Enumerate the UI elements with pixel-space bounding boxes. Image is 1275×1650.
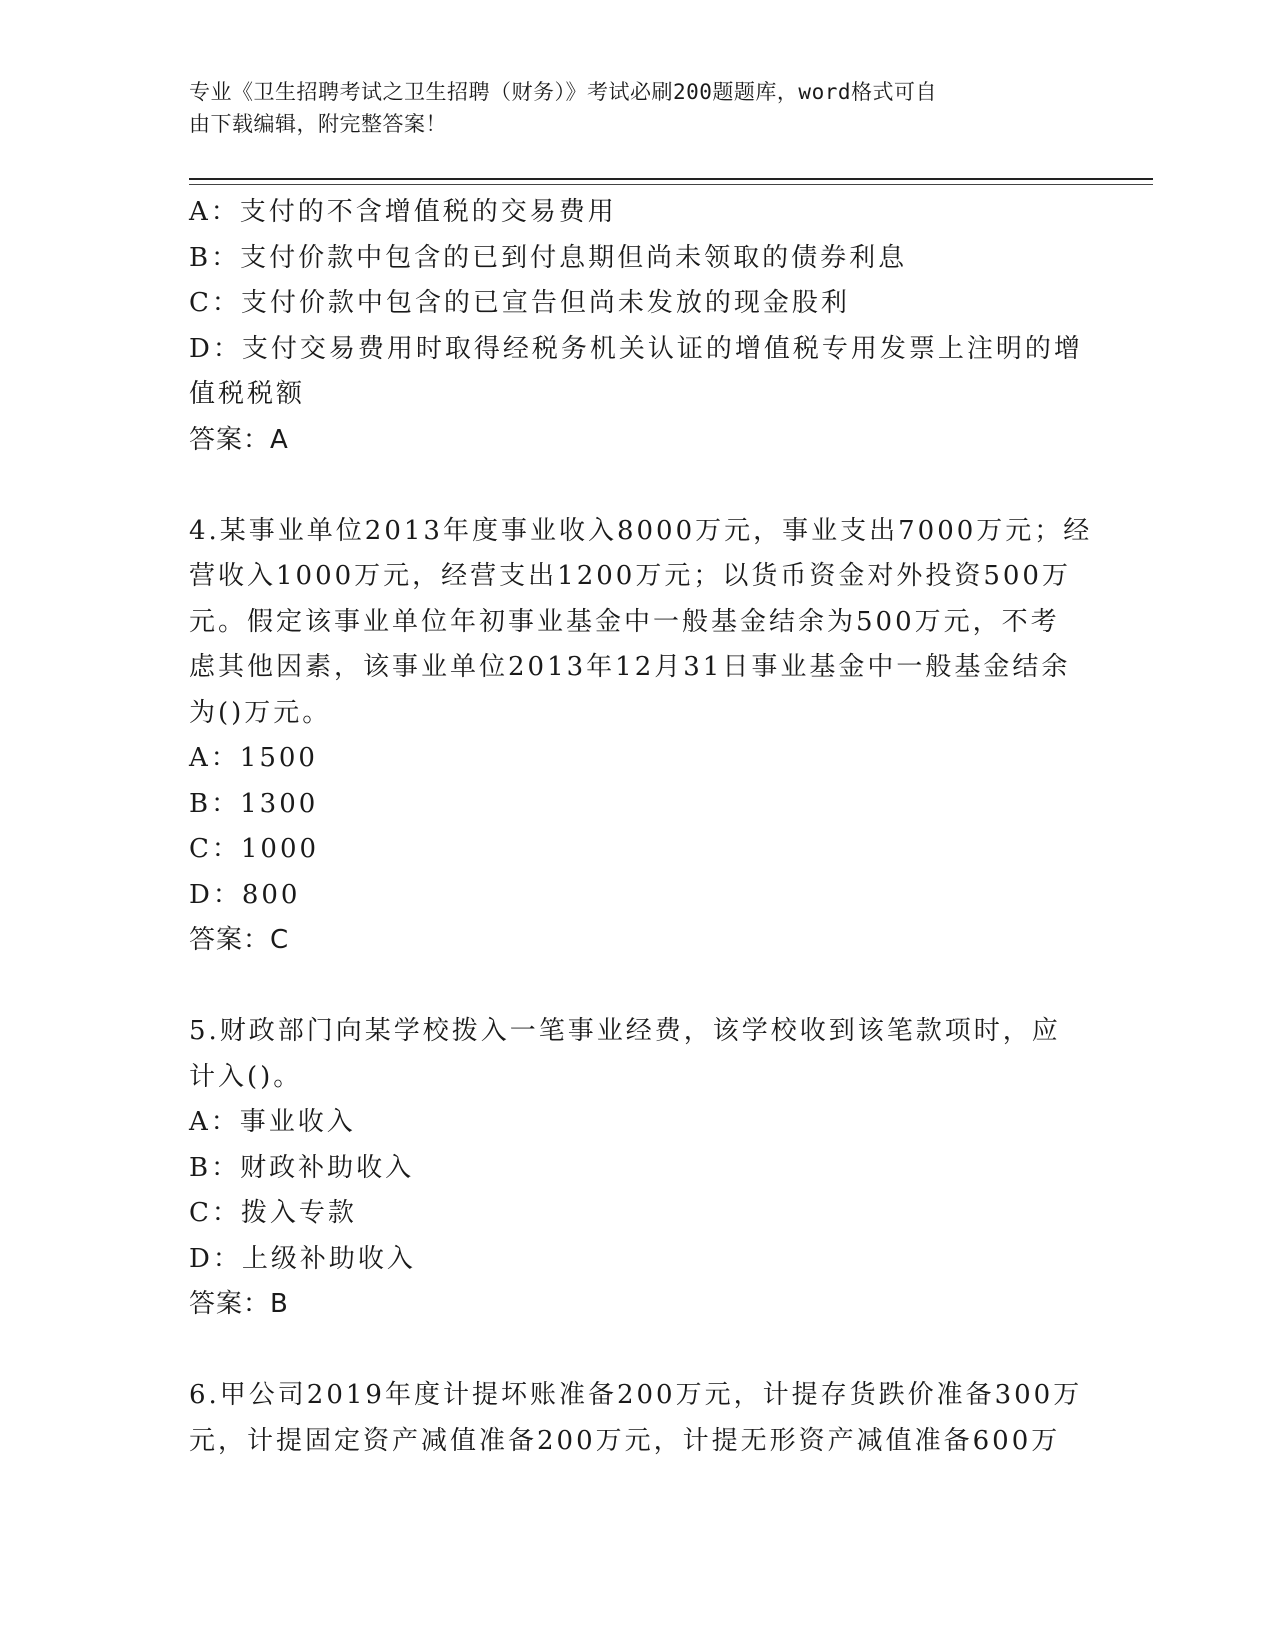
question-content [189, 190, 1093, 1464]
option-c: C：1000 [189, 834, 320, 864]
question-6 [189, 1373, 1083, 1464]
question-stem-line: 计入()。 [189, 1061, 303, 1092]
answer: 答案：B [189, 1289, 289, 1319]
option-c: C：支付价款中包含的已宣告但尚未发放的现金股利 [189, 288, 850, 318]
question-stem-line: 5.财政部门向某学校拨入一笔事业经费，该学校收到该笔款项时，应 [189, 1016, 1061, 1046]
option-b: B：支付价款中包含的已到付息期但尚未领取的债券利息 [189, 242, 908, 273]
question-stem-line: 营收入1000万元，经营支出1200万元；以货币资金对外投资500万 [189, 561, 1071, 591]
question-stem-line: 4.某事业单位2013年度事业收入8000万元，事业支出7000万元；经 [189, 515, 1093, 546]
question-stem-line: 虑其他因素，该事业单位2013年12月31日事业基金中一般基金结余 [189, 652, 1071, 682]
option-d: D：800 [189, 879, 301, 910]
question-stem-line: 元，计提固定资产减值准备200万元，计提无形资产减值准备600万 [189, 1425, 1061, 1456]
option-a: A：1500 [189, 743, 318, 773]
header-divider-thick [189, 178, 1153, 180]
option-c: C：拨入专款 [189, 1198, 357, 1228]
question-stem-line: 为()万元。 [189, 697, 332, 728]
header-line-1: 专业《卫生招聘考试之卫生招聘（财务）》考试必刷200题题库，word格式可自 [189, 80, 937, 104]
option-b: B：1300 [189, 788, 319, 819]
option-d: D：支付交易费用时取得经税务机关认证的增值税专用发票上注明的增 [189, 333, 1083, 364]
spacer [189, 1328, 1079, 1374]
question-5 [189, 1009, 1079, 1328]
question-4 [189, 509, 1093, 964]
header-divider-thin [189, 184, 1153, 185]
spacer [189, 463, 1079, 509]
document-header [189, 76, 1069, 140]
option-b: B：财政补助收入 [189, 1152, 415, 1183]
question-stem-line: 元。假定该事业单位年初事业基金中一般基金结余为500万元，不考 [189, 606, 1060, 637]
option-a: A：支付的不含增值税的交易费用 [189, 197, 617, 227]
spacer [189, 964, 1079, 1010]
answer: 答案：A [189, 424, 289, 455]
question-stem-line: 6.甲公司2019年度计提坏账准备200万元，计提存货跌价准备300万 [189, 1380, 1083, 1410]
option-d-continued: 值税税额 [189, 379, 306, 409]
question-3-options [189, 190, 1083, 463]
option-d: D：上级补助收入 [189, 1243, 416, 1274]
header-line-2: 由下载编辑，附完整答案！ [189, 112, 447, 136]
option-a: A：事业收入 [189, 1107, 356, 1137]
answer: 答案：C [189, 925, 290, 955]
